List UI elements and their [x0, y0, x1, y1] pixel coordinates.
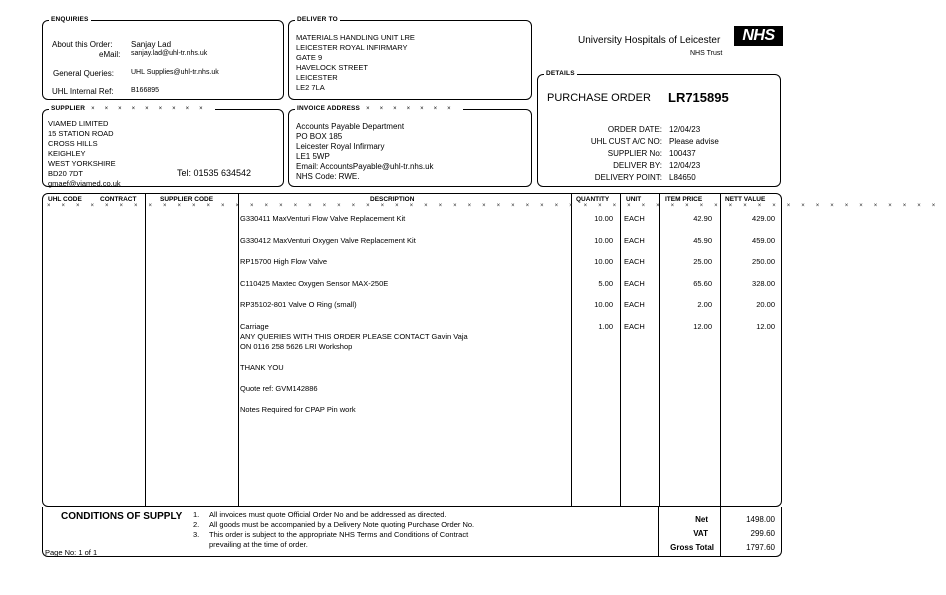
- row-1-unit: EACH: [624, 214, 645, 223]
- cust-ac-value: Please advise: [669, 137, 719, 146]
- page-footer-line: [42, 507, 658, 557]
- row-2-quantity: 10.00: [594, 236, 613, 245]
- conditions-title: CONDITIONS OF SUPPLY: [61, 511, 183, 522]
- row-2-unit: EACH: [624, 236, 645, 245]
- note-line: ANY QUERIES WITH THIS ORDER PLEASE CONTACT Gavin Vaja: [240, 332, 468, 341]
- note-line: [240, 352, 468, 362]
- invoice-line: LE1 5WP: [296, 152, 330, 161]
- supplier-line: 15 STATION ROAD: [48, 129, 114, 138]
- row-3-unit: EACH: [624, 257, 645, 266]
- deliver-to-header: DELIVER TO: [297, 16, 338, 23]
- email-value[interactable]: sanjay.lad@uhl-tr.nhs.uk: [131, 50, 208, 57]
- row-6-unit: EACH: [624, 322, 645, 331]
- note-line: [240, 373, 468, 383]
- general-queries-label: General Queries:: [53, 69, 114, 78]
- deliver-line: LEICESTER: [296, 73, 338, 82]
- supplier-line: KEIGHLEY: [48, 149, 86, 158]
- condition-text: All goods must be accompanied by a Delivery Note quoting Purchase Order No.: [209, 520, 475, 529]
- row-4-value: 328.00: [752, 279, 775, 288]
- delivery-point-value: L84650: [669, 173, 696, 182]
- about-label: About this Order:: [52, 40, 113, 49]
- invoice-header: INVOICE ADDRESS ×××××××: [297, 105, 461, 112]
- invoice-line: Accounts Payable Department: [296, 122, 405, 131]
- deliver-line: LE2 7LA: [296, 83, 325, 92]
- invoice-line: NHS Code: RWE.: [296, 172, 360, 181]
- supplier-line: VIAMED LIMITED: [48, 119, 109, 128]
- invoice-line: PO BOX 185: [296, 132, 343, 141]
- invoice-address: [296, 122, 434, 182]
- row-5-unit: EACH: [624, 300, 645, 309]
- internal-ref-label: UHL Internal Ref:: [52, 87, 114, 96]
- col-unit: UNIT: [626, 196, 642, 203]
- net-label: Net: [695, 515, 708, 524]
- general-queries-value[interactable]: UHL Supplies@uhl-tr.nhs.uk: [131, 69, 219, 76]
- row-4-price: 65.60: [693, 279, 712, 288]
- supplier-no-label: SUPPLIER No:: [607, 149, 662, 158]
- col-uhl-code: UHL CODE: [48, 196, 82, 203]
- col-quantity: QUANTITY: [576, 196, 610, 203]
- condition-text: This order is subject to the appropriate NHS Terms and Conditions of Contract: [209, 530, 469, 539]
- email-label: eMail:: [99, 50, 121, 59]
- condition-num: 2.: [193, 520, 200, 529]
- about-name: Sanjay Lad: [131, 40, 172, 49]
- gross-value: 1797.60: [746, 543, 775, 552]
- col-supplier-code: SUPPLIER CODE: [160, 196, 214, 203]
- row-2-price: 45.90: [693, 236, 712, 245]
- po-number: LR715895: [668, 90, 729, 105]
- supplier-box: [42, 105, 284, 188]
- col-description: DESCRIPTION: [370, 196, 415, 203]
- internal-ref-value: B166895: [131, 87, 160, 94]
- condition-text: prevailing at the time of order.: [209, 540, 308, 549]
- row-5-price: 2.00: [697, 300, 712, 309]
- nhs-logo: NHS: [734, 26, 783, 46]
- vat-label: VAT: [693, 529, 708, 538]
- note-line: THANK YOU: [240, 363, 284, 372]
- supplier-line: BD20 7DT: [48, 169, 84, 178]
- invoice-box: [288, 105, 532, 187]
- note-line: Notes Required for CPAP Pin work: [240, 405, 356, 414]
- supplier-line: WEST YORKSHIRE: [48, 159, 116, 168]
- enquiries-box: [42, 16, 284, 100]
- items-table: [42, 193, 946, 507]
- row-5-description: RP35102-801 Valve O Ring (small): [240, 300, 357, 309]
- totals-box: [658, 507, 782, 557]
- supplier-email[interactable]: gmaef@viamed.co.uk: [48, 179, 121, 188]
- row-3-price: 25.00: [693, 257, 712, 266]
- condition-text: All invoices must quote Official Order No and be addressed as directed.: [209, 510, 447, 519]
- deliver-to-address: [296, 33, 415, 93]
- details-box: [537, 70, 781, 187]
- gross-label: Gross Total: [670, 543, 714, 552]
- order-notes: [240, 332, 468, 415]
- row-1-value: 429.00: [752, 214, 775, 223]
- row-2-value: 459.00: [752, 236, 775, 245]
- row-6-description: Carriage: [240, 322, 269, 331]
- row-1-description: G330411 MaxVenturi Flow Valve Replacement Kit: [240, 214, 406, 223]
- note-line: [240, 394, 468, 404]
- row-3-description: RP15700 High Flow Valve: [240, 257, 327, 266]
- order-date-value: 12/04/23: [669, 125, 701, 134]
- row-4-quantity: 5.00: [598, 279, 613, 288]
- note-line: ON 0116 258 5626 LRI Workshop: [240, 342, 353, 351]
- page-number: Page No: 1 of 1: [45, 548, 98, 557]
- row-4-description: C110425 Maxtec Oxygen Sensor MAX-250E: [240, 279, 389, 288]
- supplier-no-value: 100437: [669, 149, 696, 158]
- row-5-quantity: 10.00: [594, 300, 613, 309]
- row-4-unit: EACH: [624, 279, 645, 288]
- totals-divider: [720, 507, 721, 556]
- deliver-line: GATE 9: [296, 53, 323, 62]
- row-6-quantity: 1.00: [598, 322, 613, 331]
- condition-num: 1.: [193, 510, 200, 519]
- deliver-line: MATERIALS HANDLING UNIT LRE: [296, 33, 415, 42]
- supplier-header: SUPPLIER ×××××××××: [51, 105, 213, 112]
- row-1-price: 42.90: [693, 214, 712, 223]
- deliver-line: HAVELOCK STREET: [296, 63, 368, 72]
- org-name: University Hospitals of Leicester: [578, 35, 721, 46]
- note-line: Quote ref: GVM142886: [240, 384, 318, 393]
- supplier-line: CROSS HILLS: [48, 139, 98, 148]
- vat-value: 299.60: [750, 529, 775, 538]
- col-item-price: ITEM PRICE: [665, 196, 703, 203]
- deliver-line: LEICESTER ROYAL INFIRMARY: [296, 43, 408, 52]
- details-header: DETAILS: [546, 70, 575, 77]
- row-5-value: 20.00: [756, 300, 775, 309]
- order-date-label: ORDER DATE:: [607, 125, 662, 134]
- row-2-description: G330412 MaxVenturi Oxygen Valve Replacement Kit: [240, 236, 416, 245]
- supplier-tel: Tel: 01535 634542: [177, 168, 252, 178]
- supplier-address: [48, 119, 121, 189]
- invoice-email[interactable]: Email: AccountsPayable@uhl-tr.nhs.uk: [296, 162, 434, 171]
- po-label: PURCHASE ORDER: [547, 92, 651, 104]
- deliver-by-value: 12/04/23: [669, 161, 701, 170]
- header-dots: ××××××××××××××××××××××××××××××××××××××××××××××××××××××××××××××: [47, 203, 946, 209]
- deliver-by-label: DELIVER BY:: [613, 161, 662, 170]
- condition-num: 3.: [193, 530, 200, 539]
- delivery-point-label: DELIVERY POINT:: [594, 173, 662, 182]
- row-6-price: 12.00: [693, 322, 712, 331]
- row-3-quantity: 10.00: [594, 257, 613, 266]
- trust-label: NHS Trust: [690, 50, 723, 57]
- cust-ac-label: UHL CUST A/C NO:: [590, 137, 662, 146]
- row-3-value: 250.00: [752, 257, 775, 266]
- deliver-to-box: [288, 16, 532, 100]
- invoice-line: Leicester Royal Infirmary: [296, 142, 385, 151]
- col-contract: CONTRACT: [100, 196, 137, 203]
- net-value: 1498.00: [746, 515, 775, 524]
- row-1-quantity: 10.00: [594, 214, 613, 223]
- row-6-value: 12.00: [756, 322, 775, 331]
- col-nett-value: NETT VALUE: [725, 196, 766, 203]
- enquiries-header: ENQUIRIES: [51, 16, 89, 23]
